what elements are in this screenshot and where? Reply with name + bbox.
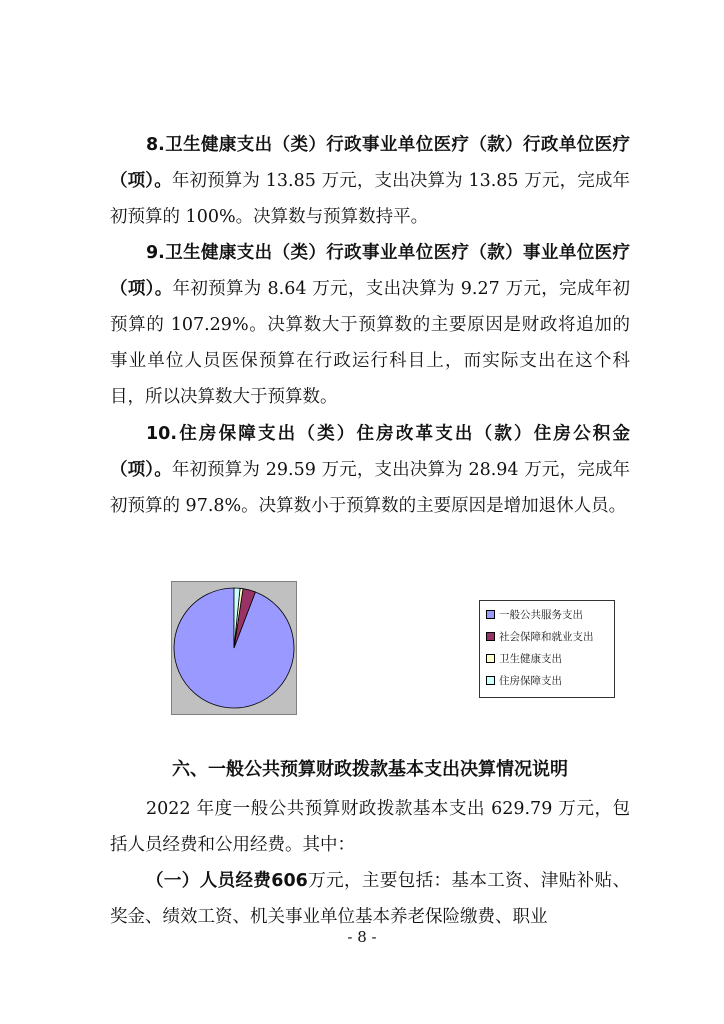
legend-swatch-0	[486, 610, 495, 619]
legend-label-0: 一般公共服务支出	[499, 609, 583, 621]
pie-chart-plot-area	[171, 581, 297, 715]
item-8-title: 8.卫生健康支出（类）行政事业单位医疗（款）行政单位医疗（项）。	[110, 135, 630, 191]
personnel-label: （一）人员经费	[146, 871, 272, 891]
legend-label-1: 社会保障和就业支出	[499, 631, 594, 643]
legend-item-2	[486, 649, 562, 669]
item-9-title: 9.卫生健康支出（类）行政事业单位医疗（款）事业单位医疗（项）。	[110, 243, 630, 299]
item-10-body: 年初预算为 29.59 万元，支出决算为 28.94 万元，完成年初预算的 97.8%。决算数小于预算数的主要原因是增加退休人员。	[110, 460, 631, 516]
section-6-heading: 六、一般公共预算财政拨款基本支出决算情况说明	[172, 759, 568, 780]
paragraph-item-8	[110, 127, 630, 235]
personnel-body: 万元，主要包括：基本工资、津贴补贴、奖金、绩效工资、机关事业单位基本养老保险缴费、职业	[110, 871, 631, 927]
personnel-paragraph	[110, 863, 630, 935]
legend-swatch-2	[486, 654, 495, 663]
item-9-body: 年初预算为 8.64 万元，支出决算为 9.27 万元，完成年初预算的 107.29%。决算数大于预算数的主要原因是财政将追加的事业单位人员医保预算在行政运行科目上，而实际支出在这个科目，所以决算数大于预算数。	[110, 279, 631, 407]
page-number: - 8 -	[347, 928, 377, 946]
paragraph-item-10	[110, 416, 630, 524]
legend-label-2: 卫生健康支出	[499, 653, 562, 665]
item-8-body: 年初预算为 13.85 万元，支出决算为 13.85 万元，完成年初预算的 100%。决算数与预算数持平。	[110, 171, 631, 227]
legend-swatch-3	[486, 676, 495, 685]
personnel-amount: 606	[271, 871, 308, 891]
section-6-intro: 2022 年度一般公共预算财政拨款基本支出 629.79 万元，包括人员经费和公用经费。其中：	[110, 799, 630, 855]
legend-item-1	[486, 627, 594, 647]
pie-chart	[172, 582, 296, 714]
chart-legend	[479, 600, 615, 698]
paragraph-item-9	[110, 235, 630, 415]
section-6-body	[110, 791, 630, 935]
legend-item-3	[486, 671, 562, 691]
item-10-title: 10.住房保障支出（类）住房改革支出（款）住房公积金（项）。	[110, 424, 630, 480]
legend-swatch-1	[486, 632, 495, 641]
legend-item-0	[486, 605, 583, 625]
legend-label-3: 住房保障支出	[499, 675, 562, 687]
